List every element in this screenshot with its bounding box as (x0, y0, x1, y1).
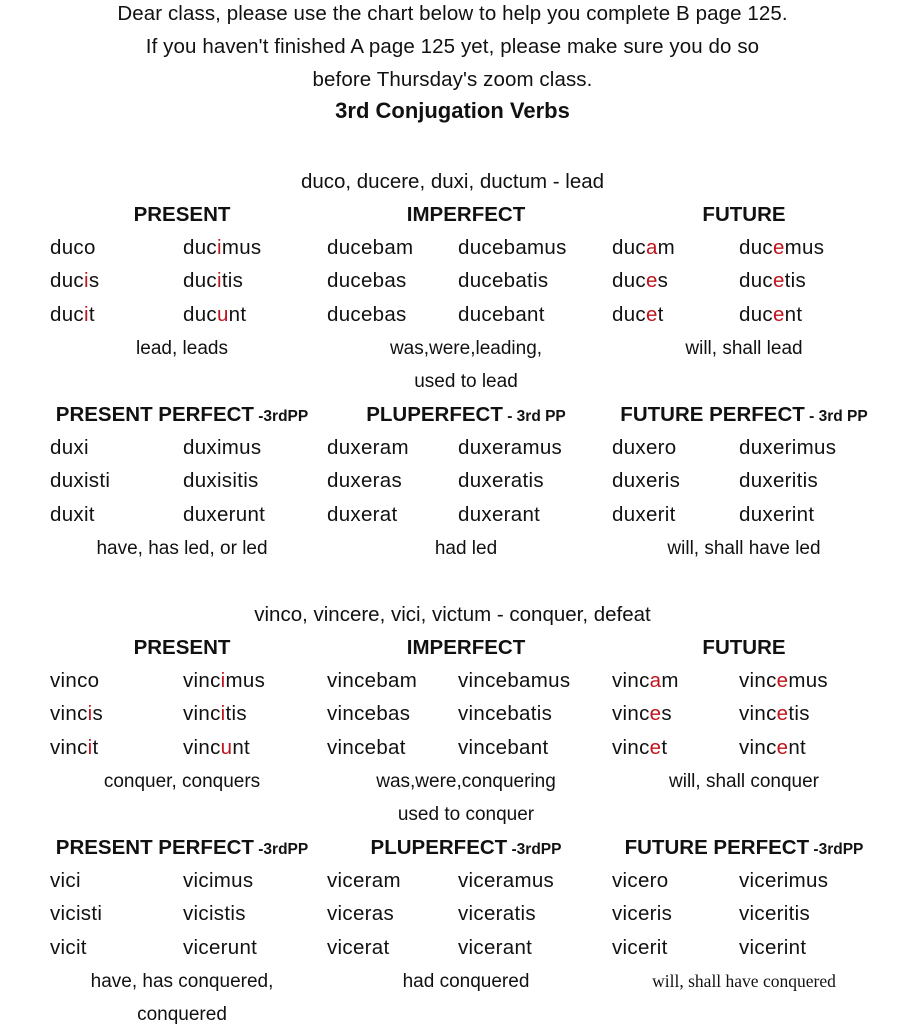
form-stem: vicerimus (739, 869, 829, 892)
form-stem: vinc (612, 669, 650, 692)
singular-form (612, 869, 668, 893)
singular-form (612, 669, 679, 693)
form-stem: vincebant (458, 735, 549, 759)
tense-heading (32, 403, 332, 427)
singular-form (50, 303, 95, 327)
plural-form (739, 269, 806, 293)
tense-heading (594, 636, 894, 660)
tense-meaning: conquered (137, 1004, 227, 1025)
tense-heading (32, 636, 332, 660)
plural-form (458, 503, 540, 527)
form-stem: viceris (612, 902, 673, 926)
tense-meaning: lead, leads (136, 338, 228, 359)
singular-form (612, 236, 675, 260)
form-tail: t (88, 302, 95, 326)
form-tail: s (92, 702, 104, 726)
plural-form (458, 269, 548, 293)
form-stem: duc (739, 269, 773, 293)
tense-meaning: used to lead (414, 371, 518, 392)
plural-form (739, 436, 836, 460)
plural-form (458, 436, 562, 460)
singular-form (327, 902, 394, 926)
plural-form (458, 936, 532, 960)
form-stem: vinc (50, 735, 88, 759)
form-stem: viceram (327, 869, 401, 892)
singular-form (327, 469, 402, 493)
form-ending-highlight: i (220, 669, 226, 692)
tense-heading (594, 203, 894, 227)
form-tail: mus (225, 669, 266, 692)
singular-form (612, 702, 672, 726)
form-tail: tis (788, 702, 810, 726)
singular-form (612, 269, 668, 293)
form-stem: duxerunt (183, 502, 266, 526)
tense-meaning: will, shall conquer (669, 771, 819, 792)
form-stem: duc (612, 236, 646, 259)
intro-line-1: Dear class, please use the chart below to help you complete B page 125. (117, 2, 788, 25)
form-stem: vicero (612, 869, 669, 892)
form-stem: duxerant (458, 502, 541, 526)
plural-form (183, 669, 265, 693)
form-ending-highlight: i (83, 302, 89, 326)
plural-form (739, 503, 814, 527)
principal-part-note: -3rdPP (253, 841, 309, 858)
plural-form (458, 869, 554, 893)
singular-form (612, 736, 667, 760)
form-stem: duc (50, 302, 84, 326)
form-ending-highlight: a (645, 236, 658, 259)
plural-form (183, 736, 250, 760)
form-stem: duxerit (612, 502, 676, 526)
singular-form (612, 303, 664, 327)
form-tail: tis (221, 269, 244, 293)
form-stem: viceritis (739, 902, 811, 926)
form-ending-highlight: e (649, 735, 662, 759)
tense-name: PRESENT (133, 203, 231, 226)
form-stem: duxerat (327, 502, 398, 526)
form-stem: vici (50, 869, 81, 892)
singular-form (327, 303, 407, 327)
tense-meaning: will, shall lead (685, 338, 803, 359)
form-stem: vinc (183, 702, 221, 726)
tense-meaning: had led (434, 538, 498, 559)
form-stem: duc (612, 302, 646, 326)
singular-form (327, 736, 406, 760)
plural-form (183, 869, 253, 893)
form-ending-highlight: e (772, 302, 785, 326)
tense-name: FUTURE PERFECT (620, 403, 805, 426)
form-stem: vinc (739, 735, 777, 759)
form-stem: vincebatis (458, 702, 553, 726)
singular-form (327, 269, 407, 293)
tense-name: PLUPERFECT (370, 836, 508, 859)
form-stem: duc (183, 236, 217, 259)
page-title: 3rd Conjugation Verbs (335, 98, 570, 123)
form-stem: vicerit (612, 935, 668, 959)
form-ending-highlight: u (216, 302, 229, 326)
form-stem: vinc (739, 702, 777, 726)
form-stem: vincebat (327, 735, 406, 759)
tense-name: FUTURE (702, 203, 786, 226)
singular-form (612, 902, 672, 926)
singular-form (327, 236, 413, 260)
plural-form (183, 269, 243, 293)
form-stem: duxi (50, 436, 89, 459)
form-stem: viceras (327, 902, 395, 926)
singular-form (50, 236, 96, 260)
singular-form (327, 436, 409, 460)
singular-form (50, 469, 110, 493)
plural-form (183, 702, 247, 726)
tense-heading (594, 836, 894, 860)
form-ending-highlight: i (83, 269, 89, 293)
form-stem: duc (739, 302, 773, 326)
form-ending-highlight: e (645, 269, 658, 293)
form-stem: duxerimus (739, 436, 837, 459)
form-stem: vinc (612, 702, 650, 726)
form-stem: vicerat (327, 935, 390, 959)
plural-form (458, 702, 552, 726)
form-stem: duximus (183, 436, 262, 459)
tense-name: PRESENT PERFECT (55, 836, 254, 859)
form-stem: vicimus (183, 869, 254, 892)
tense-name: PRESENT PERFECT (55, 403, 254, 426)
principal-part-note: - 3rd PP (804, 408, 868, 425)
form-tail: t (92, 735, 99, 759)
plural-form (739, 702, 810, 726)
form-stem: vincebas (327, 702, 411, 726)
principal-parts: duco, ducere, duxi, ductum - lead (300, 170, 605, 193)
tense-meaning: was,were,conquering (376, 771, 556, 792)
principal-part-note: -3rdPP (809, 841, 864, 858)
form-stem: duxisti (50, 469, 111, 493)
form-ending-highlight: u (220, 735, 233, 759)
form-tail: s (661, 702, 672, 726)
form-stem: duxeratis (458, 469, 544, 493)
form-tail: m (661, 669, 679, 692)
form-ending-highlight: e (776, 669, 789, 692)
singular-form (612, 503, 676, 527)
form-stem: ducebant (458, 302, 545, 326)
form-stem: ducebam (327, 236, 414, 259)
form-tail: mus (788, 669, 828, 692)
form-stem: duxerint (739, 502, 815, 526)
form-ending-highlight: e (772, 236, 785, 259)
plural-form (183, 936, 257, 960)
singular-form (50, 936, 87, 960)
form-stem: duxit (50, 502, 95, 526)
form-stem: duxeris (612, 469, 681, 493)
form-tail: nt (228, 302, 247, 326)
plural-form (458, 736, 548, 760)
singular-form (327, 669, 417, 693)
singular-form (50, 902, 102, 926)
form-stem: vinc (739, 669, 777, 692)
tense-meaning: will, shall have led (667, 538, 821, 559)
singular-form (50, 702, 103, 726)
form-stem: duxeras (327, 469, 403, 493)
form-ending-highlight: i (216, 269, 222, 293)
form-stem: ducebatis (458, 269, 549, 293)
form-stem: vinc (612, 735, 650, 759)
form-stem: duc (50, 269, 84, 293)
tense-meaning: conquer, conquers (103, 771, 261, 792)
tense-name: PRESENT (133, 636, 231, 659)
form-tail: nt (784, 302, 803, 326)
singular-form (50, 269, 99, 293)
plural-form (739, 869, 828, 893)
singular-form (612, 936, 668, 960)
form-stem: vinc (183, 669, 221, 692)
form-ending-highlight: e (776, 735, 789, 759)
tense-heading (32, 836, 332, 860)
form-stem: duc (183, 269, 217, 293)
tense-name: IMPERFECT (406, 203, 526, 226)
singular-form (327, 869, 401, 893)
form-stem: vicistis (183, 902, 246, 926)
form-ending-highlight: e (649, 702, 662, 726)
form-stem: ducebamus (458, 236, 567, 259)
tense-name: IMPERFECT (406, 636, 526, 659)
plural-form (739, 936, 806, 960)
form-stem: vicerunt (183, 935, 258, 959)
form-stem: vicit (50, 935, 87, 959)
singular-form (327, 936, 389, 960)
form-tail: t (661, 735, 668, 759)
tense-heading (316, 636, 616, 660)
form-tail: m (657, 236, 676, 259)
plural-form (183, 902, 246, 926)
plural-form (458, 669, 570, 693)
tense-meaning: have, has conquered, (90, 971, 274, 992)
tense-name: PLUPERFECT (366, 403, 503, 426)
form-ending-highlight: i (216, 236, 222, 259)
form-stem: duco (50, 236, 96, 259)
singular-form (612, 469, 680, 493)
tense-name: FUTURE PERFECT (624, 836, 810, 859)
tense-heading (316, 403, 616, 427)
form-tail: mus (221, 236, 262, 259)
form-stem: viceratis (458, 902, 536, 926)
plural-form (183, 436, 261, 460)
tense-heading (594, 403, 894, 427)
singular-form (50, 736, 99, 760)
tense-heading (32, 203, 332, 227)
form-stem: ducebas (327, 269, 407, 293)
form-tail: nt (788, 735, 807, 759)
principal-part-note: -3rdPP (507, 841, 562, 858)
form-stem: viceramus (458, 869, 555, 892)
singular-form (50, 869, 81, 893)
form-stem: duc (612, 269, 646, 293)
singular-form (50, 503, 95, 527)
form-stem: vinc (183, 735, 221, 759)
plural-form (739, 902, 810, 926)
singular-form (50, 669, 99, 693)
form-ending-highlight: e (772, 269, 785, 293)
form-stem: ducebas (327, 302, 407, 326)
form-stem: duc (739, 236, 773, 259)
form-stem: duxisitis (183, 469, 259, 493)
plural-form (183, 236, 261, 260)
form-stem: vincebamus (458, 669, 571, 692)
plural-form (458, 236, 567, 260)
tense-name: FUTURE (702, 636, 786, 659)
form-stem: vinc (50, 702, 88, 726)
form-tail: tis (225, 702, 247, 726)
form-ending-highlight: i (220, 702, 226, 726)
plural-form (183, 303, 246, 327)
form-tail: mus (784, 236, 825, 259)
form-tail: tis (784, 269, 807, 293)
form-stem: duxero (612, 436, 677, 459)
form-stem: vicerant (458, 935, 533, 959)
plural-form (739, 303, 802, 327)
form-stem: vincebam (327, 669, 418, 692)
intro-line-3: before Thursday's zoom class. (312, 68, 593, 91)
singular-form (327, 702, 410, 726)
form-stem: duc (183, 302, 217, 326)
plural-form (183, 469, 259, 493)
tense-meaning: will, shall have conquered (652, 971, 836, 991)
form-stem: duxeram (327, 436, 409, 459)
singular-form (612, 436, 676, 460)
form-stem: vicerint (739, 935, 807, 959)
form-ending-highlight: i (87, 702, 93, 726)
form-ending-highlight: a (649, 669, 662, 692)
form-ending-highlight: i (87, 735, 93, 759)
plural-form (183, 503, 265, 527)
intro-line-2: If you haven't finished A page 125 yet, please make sure you do so (145, 35, 760, 58)
singular-form (50, 436, 89, 460)
plural-form (739, 469, 818, 493)
form-stem: vicisti (50, 902, 103, 926)
principal-part-note: -3rdPP (253, 408, 309, 425)
form-stem: duxeramus (458, 436, 563, 459)
singular-form (327, 503, 397, 527)
principal-part-note: - 3rd PP (502, 408, 566, 425)
tense-meaning: used to conquer (397, 804, 535, 825)
form-tail: s (88, 269, 100, 293)
form-tail: nt (232, 735, 251, 759)
tense-heading (316, 836, 616, 860)
plural-form (739, 236, 824, 260)
principal-parts: vinco, vincere, vici, victum - conquer, defeat (254, 603, 651, 626)
plural-form (458, 902, 536, 926)
form-ending-highlight: e (645, 302, 658, 326)
tense-meaning: have, has led, or led (96, 538, 268, 559)
form-stem: duxeritis (739, 469, 819, 493)
form-tail: s (657, 269, 669, 293)
plural-form (739, 669, 828, 693)
form-ending-highlight: e (776, 702, 789, 726)
form-tail: t (657, 302, 664, 326)
tense-heading (316, 203, 616, 227)
form-stem: vinco (50, 669, 100, 692)
plural-form (458, 469, 544, 493)
plural-form (458, 303, 545, 327)
tense-meaning: had conquered (402, 971, 530, 992)
tense-meaning: was,were,leading, (389, 338, 543, 359)
plural-form (739, 736, 806, 760)
